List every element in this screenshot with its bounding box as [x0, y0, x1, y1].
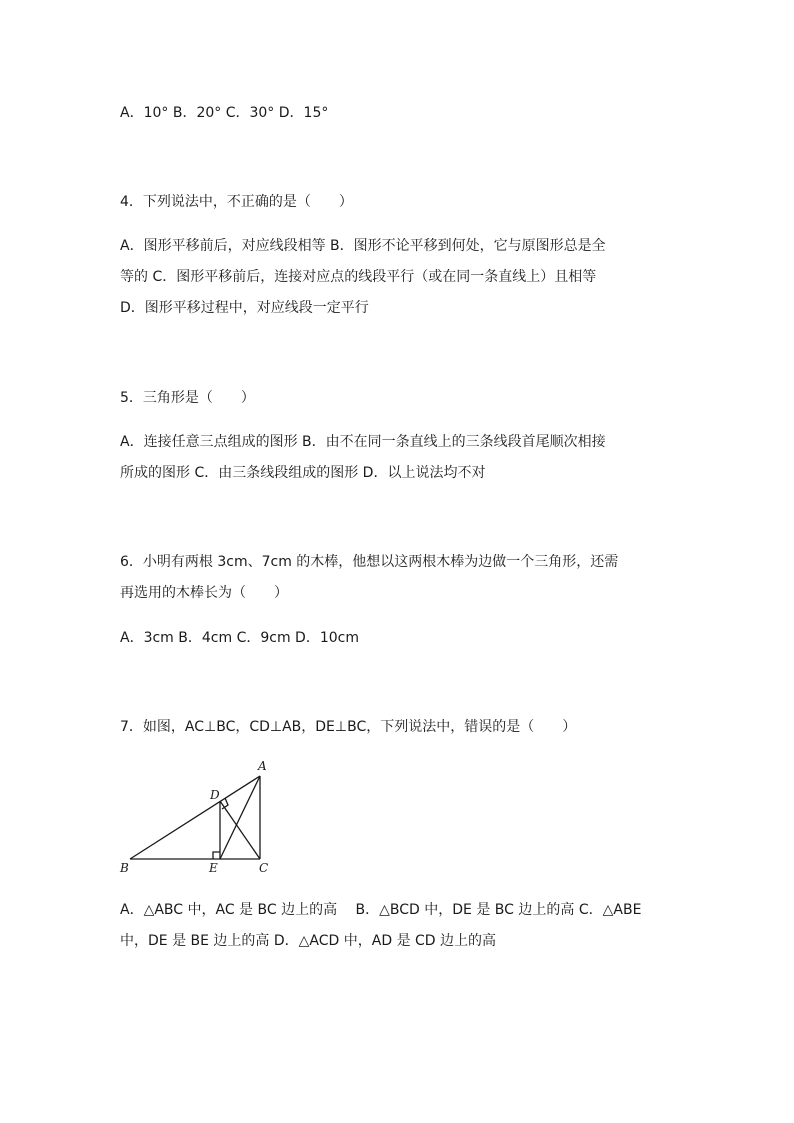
question-7-options-line-2: 中，DE 是 BE 边上的高 D．△ACD 中，AD 是 CD 边上的高	[120, 933, 497, 949]
question-4-options-line-3: D．图形平移过程中，对应线段一定平行	[120, 300, 369, 316]
question-4-stem: 4．下列说法中，不正确的是（ ）	[120, 194, 353, 210]
segment-cd	[220, 801, 260, 859]
question-6-stem-line-2: 再选用的木棒长为（ ）	[120, 585, 288, 601]
right-angle-mark-e	[213, 852, 220, 859]
question-6-options: A．3cm B．4cm C．9cm D．10cm	[120, 630, 359, 646]
question-5-options-line-1: A．连接任意三点组成的图形 B．由不在同一条直线上的三条线段首尾顺次相接	[120, 434, 606, 450]
question-6-stem-line-1: 6．小明有两根 3cm、7cm 的木棒，他想以这两根木棒为边做一个三角形，还需	[120, 554, 619, 570]
question-4-options-line-1: A．图形平移前后，对应线段相等 B．图形不论平移到何处，它与原图形总是全	[120, 238, 606, 254]
label-a: A	[258, 759, 267, 773]
geometry-figure	[112, 756, 282, 881]
label-b: B	[120, 861, 129, 875]
label-c: C	[259, 861, 269, 875]
question-4-options-line-2: 等的 C．图形平移前后，连接对应点的线段平行（或在同一条直线上）且相等	[120, 269, 597, 285]
label-e: E	[209, 861, 218, 875]
label-d: D	[210, 788, 220, 802]
question-3-options: A．10° B．20° C．30° D．15°	[120, 105, 329, 121]
question-5-options-line-2: 所成的图形 C．由三条线段组成的图形 D．以上说法均不对	[120, 465, 486, 481]
question-7-stem: 7．如图，AC⊥BC，CD⊥AB，DE⊥BC，下列说法中，错误的是（ ）	[120, 719, 577, 735]
question-5-stem: 5．三角形是（ ）	[120, 390, 255, 406]
question-7-options-line-1: A．△ABC 中，AC 是 BC 边上的高 B．△BCD 中，DE 是 BC 边上的高 C．△ABE	[120, 902, 642, 918]
